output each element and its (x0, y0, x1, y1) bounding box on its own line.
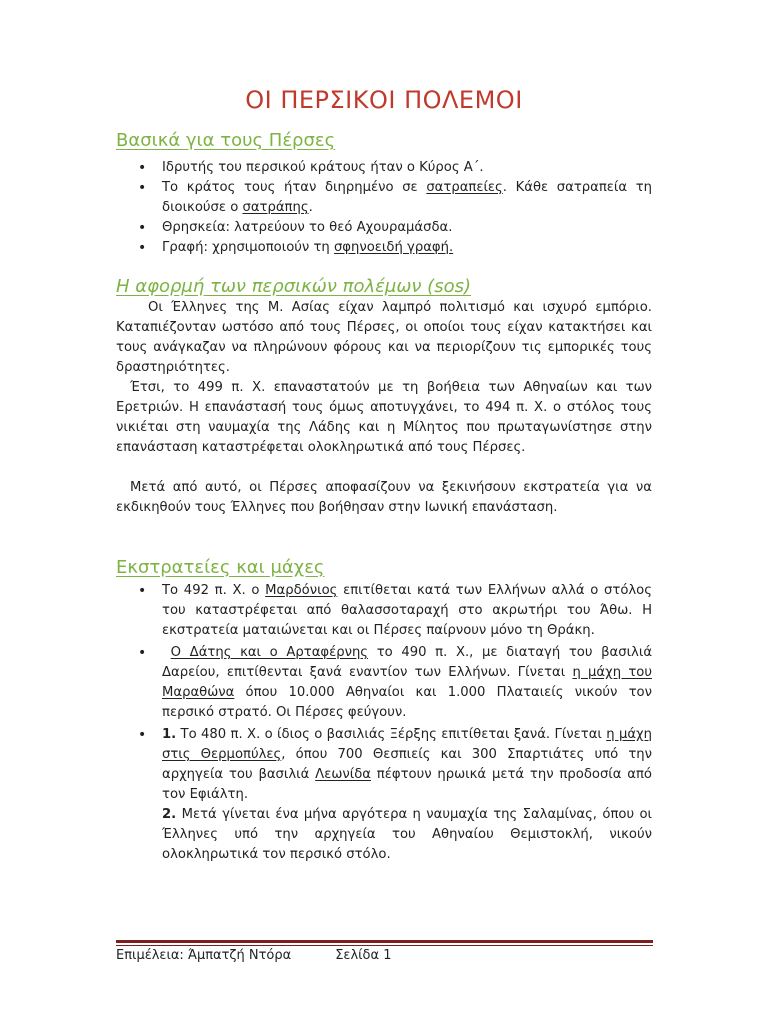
list-item: • Ιδρυτής του περσικού κράτους ήταν ο Κύρος Α΄. (116, 158, 652, 178)
document-title: ΟΙ ΠΕΡΣΙΚΟΙ ΠΟΛΕΜΟΙ (245, 86, 523, 114)
paragraph-cause-2: Έτσι, το 499 π. Χ. επαναστατούν με τη βοήθεια των Αθηναίων και των Ερετριών. Η επανάστασή τους όμως αποτυγχάνει, το 494 π. Χ. ο στόλος τους νικιέται στη ναυμαχία της Λάδης και η Μίλητος που πρωταγωνίστησε στην επανάσταση καταστρέφεται ολοκληρωτικά από τους Πέρσες. (116, 380, 652, 455)
footer-rule-thin (116, 945, 653, 946)
list-persians-basics (116, 158, 652, 258)
paragraph-cause-1: Οι Έλληνες της Μ. Ασίας είχαν λαμπρό πολιτισμό και ισχυρό εμπόριο. Καταπιέζονταν ωστόσο από τους Πέρσες, οι οποίοι τους είχαν κατακτήσει και τους ανάγκαζαν να πληρώνουν φόρους και να περιορίζουν τις εμπορικές τους δραστηριότητες. (116, 300, 652, 375)
list-item: • Θρησκεία: λατρεύουν το θεό Αχουραμάσδα. (116, 218, 652, 238)
heading-campaigns-battles: Εκστρατείες και μάχες (116, 557, 325, 578)
paragraph-cause-3: Μετά από αυτό, οι Πέρσες αποφασίζουν να ξεκινήσουν εκστρατεία για να εκδικηθούν τους Έλληνες που βοήθησαν στην Ιωνική επανάσταση. (116, 480, 652, 515)
page-footer (116, 948, 391, 963)
list-item: • Ο Δάτης και ο Αρταφέρνης το 490 π. Χ., με διαταγή του βασιλιά Δαρείου, επιτίθενται ξανά εναντίον των Ελλήνων. Γίνεται η μάχη του Μαραθώνα όπου 10.000 Αθηναίοι και 1.000 Πλαταιείς νικούν τον περσικό στρατό. Οι Πέρσες φεύγουν. (116, 643, 652, 723)
list-item: • Το 492 π. Χ. ο Μαρδόνιος επιτίθεται κατά των Ελλήνων αλλά ο στόλος του καταστρέφεται από θαλασσοταραχή στο ακρωτήρι του Άθω. Η εκστρατεία ματαιώνεται και οι Πέρσες παίρνουν μόνο τη Θράκη. (116, 581, 652, 641)
list-campaigns (116, 581, 652, 865)
heading-cause-of-wars: Η αφορμή των περσικών πολέμων (sos) (116, 276, 471, 297)
list-item: • Το κράτος τους ήταν διηρημένο σε σατραπείες. Κάθε σατραπεία τη διοικούσε ο σατράπης. (116, 178, 652, 218)
list-item: • 1. Το 480 π. Χ. ο ίδιος ο βασιλιάς Ξέρξης επιτίθεται ξανά. Γίνεται η μάχη στις Θερμοπύλες, όπου 700 Θεσπιείς και 300 Σπαρτιάτες υπό την αρχηγεία του βασιλιά Λεωνίδα πέφτουν ηρωικά μετά την προδοσία από τον Εφιάλτη. 2. Μετά γίνεται ένα μήνα αργότερα η ναυμαχία της Σαλαμίνας, όπου οι Έλληνες υπό την αρχηγεία του Αθηναίου Θεμιστοκλή, νικούν ολοκληρωτικά τον περσικό στόλο. (116, 725, 652, 865)
footer-page-number: Σελίδα 1 (335, 948, 392, 963)
footer-rule-thick (116, 940, 653, 943)
heading-persians-basics: Βασικά για τους Πέρσες (116, 130, 336, 151)
list-item: • Γραφή: χρησιμοποιούν τη σφηνοειδή γραφή. (116, 238, 652, 258)
footer-editor: Επιμέλεια: Άμπατζή Ντόρα (116, 948, 292, 963)
